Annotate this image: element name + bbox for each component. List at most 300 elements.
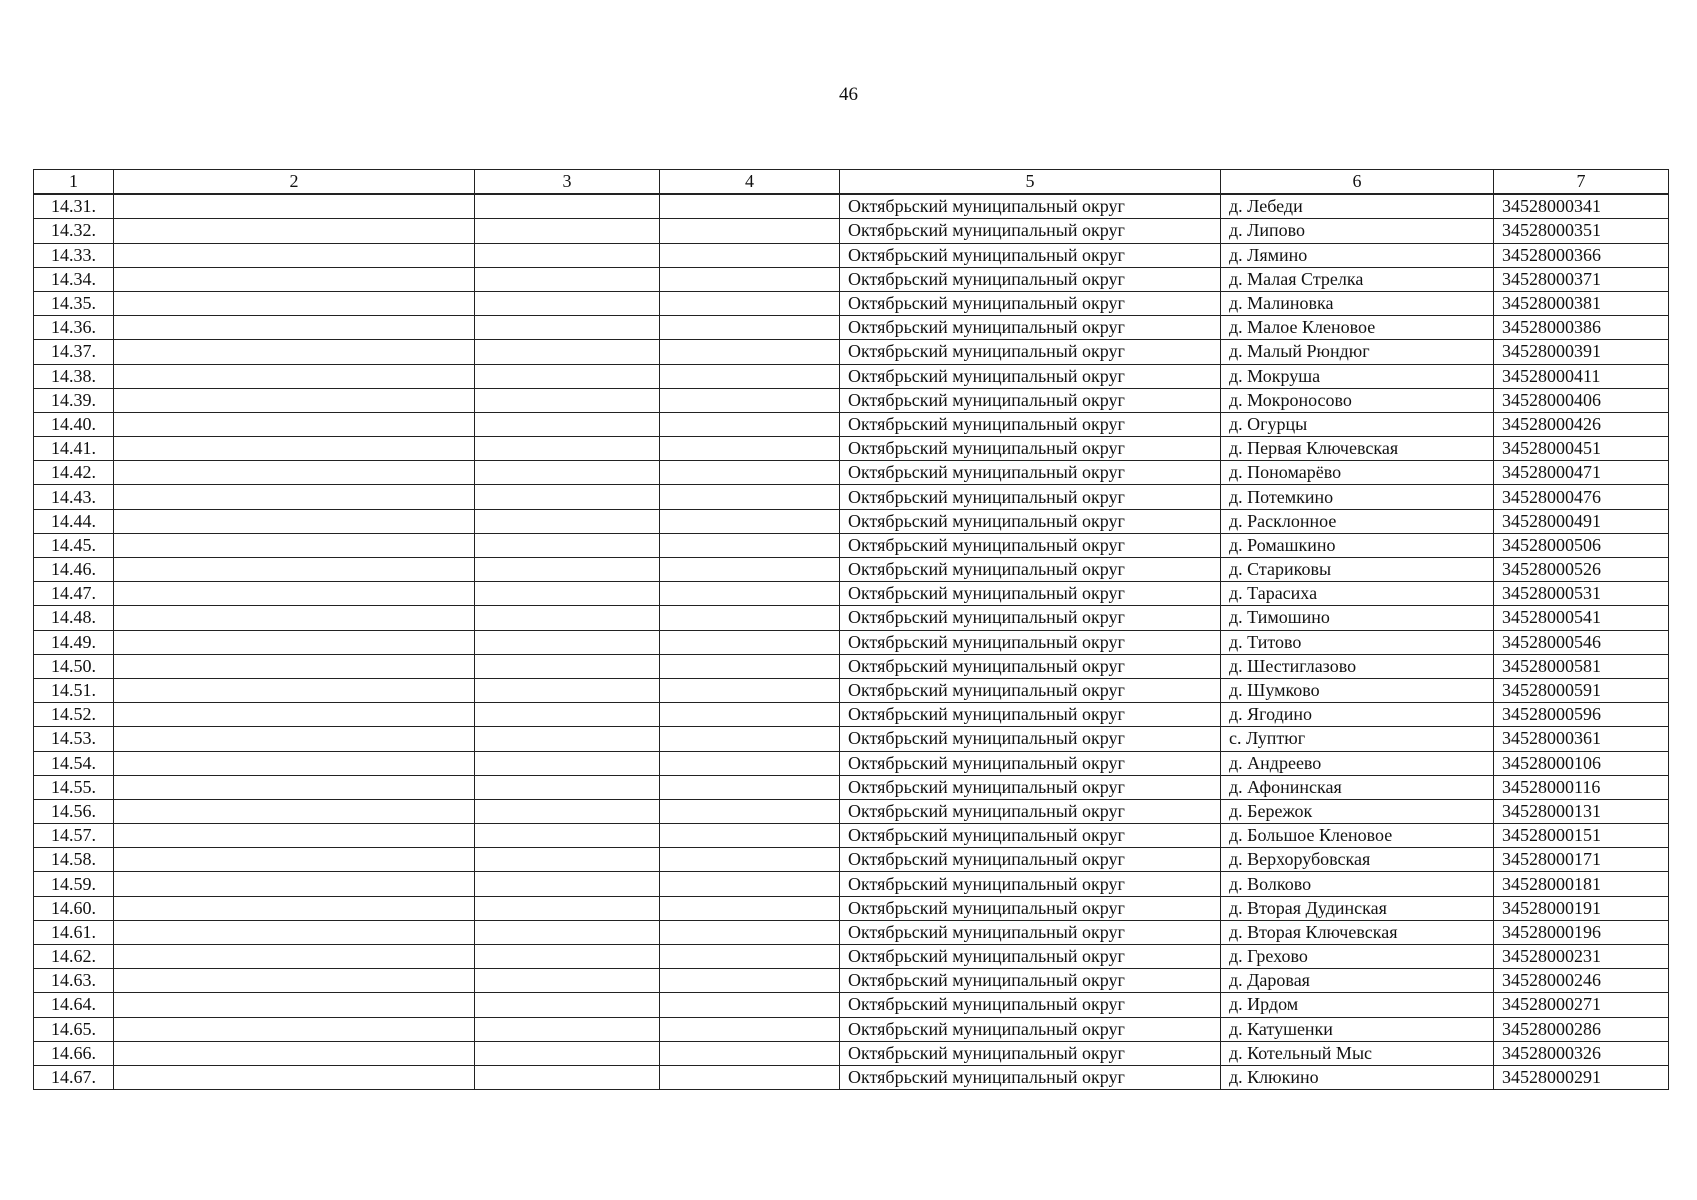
table-row	[34, 606, 1669, 630]
row-number-cell: 14.33.	[34, 243, 114, 267]
settlement-name-cell: д. Грехово	[1221, 945, 1494, 969]
table-row	[34, 678, 1669, 702]
row-number-cell: 14.56.	[34, 799, 114, 823]
column-4-cell	[660, 461, 840, 485]
municipality-cell: Октябрьский муниципальный округ	[840, 437, 1221, 461]
row-number-cell: 14.35.	[34, 291, 114, 315]
table-row	[34, 896, 1669, 920]
table-row	[34, 969, 1669, 993]
column-3-cell	[475, 630, 660, 654]
column-4-cell	[660, 606, 840, 630]
settlement-name-cell: д. Шестиглазово	[1221, 654, 1494, 678]
column-3-cell	[475, 872, 660, 896]
oktmo-code-cell: 34528000591	[1494, 678, 1669, 702]
column-4-cell	[660, 799, 840, 823]
oktmo-code-cell: 34528000341	[1494, 194, 1669, 219]
municipality-cell: Октябрьский муниципальный округ	[840, 1041, 1221, 1065]
municipality-cell: Октябрьский муниципальный округ	[840, 219, 1221, 243]
column-2-cell	[114, 582, 475, 606]
oktmo-code-cell: 34528000406	[1494, 388, 1669, 412]
municipality-cell: Октябрьский муниципальный округ	[840, 388, 1221, 412]
oktmo-code-cell: 34528000476	[1494, 485, 1669, 509]
column-4-cell	[660, 316, 840, 340]
column-2-cell	[114, 558, 475, 582]
row-number-cell: 14.37.	[34, 340, 114, 364]
settlement-name-cell: д. Бережок	[1221, 799, 1494, 823]
municipality-cell: Октябрьский муниципальный округ	[840, 291, 1221, 315]
column-header-2: 2	[114, 170, 475, 195]
oktmo-code-cell: 34528000411	[1494, 364, 1669, 388]
column-3-cell	[475, 412, 660, 436]
settlement-name-cell: д. Волково	[1221, 872, 1494, 896]
column-3-cell	[475, 727, 660, 751]
oktmo-code-cell: 34528000526	[1494, 558, 1669, 582]
municipality-cell: Октябрьский муниципальный округ	[840, 969, 1221, 993]
page-number: 46	[839, 84, 858, 105]
column-2-cell	[114, 1065, 475, 1089]
municipality-cell: Октябрьский муниципальный округ	[840, 751, 1221, 775]
row-number-cell: 14.60.	[34, 896, 114, 920]
row-number-cell: 14.50.	[34, 654, 114, 678]
column-2-cell	[114, 533, 475, 557]
column-3-cell	[475, 920, 660, 944]
settlement-name-cell: д. Катушенки	[1221, 1017, 1494, 1041]
oktmo-code-cell: 34528000151	[1494, 824, 1669, 848]
column-3-cell	[475, 945, 660, 969]
settlement-name-cell: д. Ягодино	[1221, 703, 1494, 727]
table-row	[34, 485, 1669, 509]
row-number-cell: 14.46.	[34, 558, 114, 582]
column-4-cell	[660, 969, 840, 993]
row-number-cell: 14.59.	[34, 872, 114, 896]
table-row	[34, 437, 1669, 461]
column-4-cell	[660, 558, 840, 582]
table-row	[34, 533, 1669, 557]
column-4-cell	[660, 751, 840, 775]
settlement-name-cell: д. Ирдом	[1221, 993, 1494, 1017]
column-4-cell	[660, 654, 840, 678]
municipality-cell: Октябрьский муниципальный округ	[840, 896, 1221, 920]
settlement-name-cell: д. Вторая Ключевская	[1221, 920, 1494, 944]
table-row	[34, 219, 1669, 243]
column-3-cell	[475, 824, 660, 848]
column-2-cell	[114, 920, 475, 944]
oktmo-code-cell: 34528000351	[1494, 219, 1669, 243]
column-4-cell	[660, 775, 840, 799]
column-2-cell	[114, 461, 475, 485]
municipality-cell: Октябрьский муниципальный округ	[840, 316, 1221, 340]
column-3-cell	[475, 775, 660, 799]
column-header-4: 4	[660, 170, 840, 195]
column-header-7: 7	[1494, 170, 1669, 195]
column-3-cell	[475, 194, 660, 219]
table-row	[34, 582, 1669, 606]
oktmo-code-cell: 34528000326	[1494, 1041, 1669, 1065]
row-number-cell: 14.40.	[34, 412, 114, 436]
column-3-cell	[475, 461, 660, 485]
municipality-cell: Октябрьский муниципальный округ	[840, 461, 1221, 485]
municipality-cell: Октябрьский муниципальный округ	[840, 509, 1221, 533]
row-number-cell: 14.55.	[34, 775, 114, 799]
municipality-cell: Октябрьский муниципальный округ	[840, 872, 1221, 896]
oktmo-code-cell: 34528000471	[1494, 461, 1669, 485]
table-row	[34, 872, 1669, 896]
column-3-cell	[475, 340, 660, 364]
table-row	[34, 703, 1669, 727]
column-2-cell	[114, 291, 475, 315]
column-2-cell	[114, 388, 475, 412]
column-3-cell	[475, 291, 660, 315]
oktmo-code-cell: 34528000291	[1494, 1065, 1669, 1089]
row-number-cell: 14.41.	[34, 437, 114, 461]
oktmo-code-cell: 34528000106	[1494, 751, 1669, 775]
row-number-cell: 14.47.	[34, 582, 114, 606]
settlement-name-cell: д. Потемкино	[1221, 485, 1494, 509]
column-3-cell	[475, 509, 660, 533]
column-2-cell	[114, 316, 475, 340]
oktmo-code-cell: 34528000451	[1494, 437, 1669, 461]
oktmo-code-cell: 34528000371	[1494, 267, 1669, 291]
table-row	[34, 1065, 1669, 1089]
column-3-cell	[475, 558, 660, 582]
column-4-cell	[660, 896, 840, 920]
row-number-cell: 14.52.	[34, 703, 114, 727]
municipality-cell: Октябрьский муниципальный округ	[840, 824, 1221, 848]
column-2-cell	[114, 630, 475, 654]
column-4-cell	[660, 194, 840, 219]
settlement-name-cell: д. Лямино	[1221, 243, 1494, 267]
municipality-cell: Октябрьский муниципальный округ	[840, 799, 1221, 823]
table-row	[34, 388, 1669, 412]
municipality-cell: Октябрьский муниципальный округ	[840, 364, 1221, 388]
settlement-name-cell: д. Даровая	[1221, 969, 1494, 993]
column-3-cell	[475, 751, 660, 775]
column-4-cell	[660, 412, 840, 436]
column-2-cell	[114, 872, 475, 896]
settlement-name-cell: д. Расклонное	[1221, 509, 1494, 533]
oktmo-code-cell: 34528000196	[1494, 920, 1669, 944]
column-3-cell	[475, 533, 660, 557]
table-row	[34, 194, 1669, 219]
column-2-cell	[114, 364, 475, 388]
table-row	[34, 316, 1669, 340]
settlement-name-cell: д. Огурцы	[1221, 412, 1494, 436]
column-2-cell	[114, 703, 475, 727]
settlement-name-cell: д. Верхорубовская	[1221, 848, 1494, 872]
column-4-cell	[660, 340, 840, 364]
column-2-cell	[114, 1041, 475, 1065]
settlement-name-cell: д. Шумково	[1221, 678, 1494, 702]
column-4-cell	[660, 582, 840, 606]
oktmo-code-cell: 34528000286	[1494, 1017, 1669, 1041]
column-4-cell	[660, 824, 840, 848]
table-row	[34, 412, 1669, 436]
oktmo-code-cell: 34528000191	[1494, 896, 1669, 920]
column-3-cell	[475, 316, 660, 340]
column-3-cell	[475, 993, 660, 1017]
column-2-cell	[114, 1017, 475, 1041]
oktmo-code-cell: 34528000116	[1494, 775, 1669, 799]
table-body	[34, 194, 1669, 1089]
column-3-cell	[475, 1065, 660, 1089]
settlement-name-cell: д. Малый Рюндюг	[1221, 340, 1494, 364]
row-number-cell: 14.62.	[34, 945, 114, 969]
settlement-name-cell: д. Мокруша	[1221, 364, 1494, 388]
row-number-cell: 14.63.	[34, 969, 114, 993]
row-number-cell: 14.49.	[34, 630, 114, 654]
table-row	[34, 848, 1669, 872]
column-2-cell	[114, 824, 475, 848]
settlement-name-cell: д. Лебеди	[1221, 194, 1494, 219]
settlement-name-cell: д. Титово	[1221, 630, 1494, 654]
settlement-name-cell: д. Первая Ключевская	[1221, 437, 1494, 461]
table-row	[34, 461, 1669, 485]
table-row	[34, 824, 1669, 848]
settlement-name-cell: д. Ромашкино	[1221, 533, 1494, 557]
oktmo-code-cell: 34528000491	[1494, 509, 1669, 533]
table-row	[34, 558, 1669, 582]
column-number-header-row	[34, 170, 1669, 195]
settlement-name-cell: д. Стариковы	[1221, 558, 1494, 582]
table-row	[34, 993, 1669, 1017]
table-row	[34, 340, 1669, 364]
row-number-cell: 14.58.	[34, 848, 114, 872]
row-number-cell: 14.45.	[34, 533, 114, 557]
settlement-name-cell: д. Малое Кленовое	[1221, 316, 1494, 340]
row-number-cell: 14.51.	[34, 678, 114, 702]
column-4-cell	[660, 1041, 840, 1065]
table-row	[34, 751, 1669, 775]
column-2-cell	[114, 945, 475, 969]
column-4-cell	[660, 920, 840, 944]
municipality-cell: Октябрьский муниципальный округ	[840, 267, 1221, 291]
table-row	[34, 509, 1669, 533]
municipality-cell: Октябрьский муниципальный округ	[840, 727, 1221, 751]
column-3-cell	[475, 364, 660, 388]
row-number-cell: 14.34.	[34, 267, 114, 291]
column-3-cell	[475, 678, 660, 702]
column-4-cell	[660, 267, 840, 291]
column-2-cell	[114, 799, 475, 823]
column-3-cell	[475, 1017, 660, 1041]
municipality-cell: Октябрьский муниципальный округ	[840, 945, 1221, 969]
oktmo-code-cell: 34528000171	[1494, 848, 1669, 872]
municipality-cell: Октябрьский муниципальный округ	[840, 848, 1221, 872]
column-4-cell	[660, 872, 840, 896]
settlement-name-cell: д. Малиновка	[1221, 291, 1494, 315]
oktmo-code-cell: 34528000506	[1494, 533, 1669, 557]
oktmo-code-cell: 34528000541	[1494, 606, 1669, 630]
column-4-cell	[660, 630, 840, 654]
column-2-cell	[114, 969, 475, 993]
column-4-cell	[660, 703, 840, 727]
column-4-cell	[660, 291, 840, 315]
municipality-cell: Октябрьский муниципальный округ	[840, 485, 1221, 509]
municipality-cell: Октябрьский муниципальный округ	[840, 558, 1221, 582]
row-number-cell: 14.53.	[34, 727, 114, 751]
oktmo-code-cell: 34528000531	[1494, 582, 1669, 606]
settlement-name-cell: д. Тимошино	[1221, 606, 1494, 630]
municipality-cell: Октябрьский муниципальный округ	[840, 582, 1221, 606]
oktmo-code-cell: 34528000426	[1494, 412, 1669, 436]
column-2-cell	[114, 848, 475, 872]
settlement-name-cell: д. Липово	[1221, 219, 1494, 243]
row-number-cell: 14.38.	[34, 364, 114, 388]
column-2-cell	[114, 654, 475, 678]
column-2-cell	[114, 751, 475, 775]
table-row	[34, 243, 1669, 267]
table-row	[34, 364, 1669, 388]
column-2-cell	[114, 194, 475, 219]
column-4-cell	[660, 243, 840, 267]
municipality-cell: Октябрьский муниципальный округ	[840, 1017, 1221, 1041]
settlement-name-cell: д. Пономарёво	[1221, 461, 1494, 485]
municipality-cell: Октябрьский муниципальный округ	[840, 630, 1221, 654]
municipality-cell: Октябрьский муниципальный округ	[840, 678, 1221, 702]
row-number-cell: 14.43.	[34, 485, 114, 509]
municipality-cell: Октябрьский муниципальный округ	[840, 412, 1221, 436]
column-2-cell	[114, 606, 475, 630]
column-4-cell	[660, 1017, 840, 1041]
table-row	[34, 775, 1669, 799]
table-row	[34, 291, 1669, 315]
column-4-cell	[660, 388, 840, 412]
table-row	[34, 1017, 1669, 1041]
column-3-cell	[475, 437, 660, 461]
municipality-cell: Октябрьский муниципальный округ	[840, 194, 1221, 219]
settlement-name-cell: д. Тарасиха	[1221, 582, 1494, 606]
row-number-cell: 14.42.	[34, 461, 114, 485]
table-row	[34, 945, 1669, 969]
row-number-cell: 14.64.	[34, 993, 114, 1017]
column-4-cell	[660, 364, 840, 388]
column-2-cell	[114, 993, 475, 1017]
column-2-cell	[114, 775, 475, 799]
column-3-cell	[475, 388, 660, 412]
column-4-cell	[660, 509, 840, 533]
municipality-cell: Октябрьский муниципальный округ	[840, 993, 1221, 1017]
municipality-cell: Октябрьский муниципальный округ	[840, 606, 1221, 630]
oktmo-code-cell: 34528000246	[1494, 969, 1669, 993]
column-3-cell	[475, 848, 660, 872]
settlement-name-cell: д. Мокроносово	[1221, 388, 1494, 412]
column-4-cell	[660, 219, 840, 243]
column-2-cell	[114, 437, 475, 461]
column-header-3: 3	[475, 170, 660, 195]
oktmo-code-cell: 34528000131	[1494, 799, 1669, 823]
column-2-cell	[114, 896, 475, 920]
row-number-cell: 14.57.	[34, 824, 114, 848]
municipality-cell: Октябрьский муниципальный округ	[840, 1065, 1221, 1089]
oktmo-code-cell: 34528000546	[1494, 630, 1669, 654]
settlement-name-cell: д. Афонинская	[1221, 775, 1494, 799]
column-4-cell	[660, 727, 840, 751]
table-row	[34, 654, 1669, 678]
column-header-1: 1	[34, 170, 114, 195]
oktmo-code-cell: 34528000391	[1494, 340, 1669, 364]
column-3-cell	[475, 799, 660, 823]
column-3-cell	[475, 267, 660, 291]
oktmo-code-cell: 34528000581	[1494, 654, 1669, 678]
column-4-cell	[660, 533, 840, 557]
oktmo-code-cell: 34528000271	[1494, 993, 1669, 1017]
row-number-cell: 14.66.	[34, 1041, 114, 1065]
column-3-cell	[475, 485, 660, 509]
table-row	[34, 920, 1669, 944]
row-number-cell: 14.44.	[34, 509, 114, 533]
municipality-cell: Октябрьский муниципальный округ	[840, 775, 1221, 799]
oktmo-code-cell: 34528000366	[1494, 243, 1669, 267]
municipality-cell: Октябрьский муниципальный округ	[840, 243, 1221, 267]
settlement-name-cell: с. Луптюг	[1221, 727, 1494, 751]
municipality-cell: Октябрьский муниципальный округ	[840, 340, 1221, 364]
oktmo-code-cell: 34528000381	[1494, 291, 1669, 315]
municipality-cell: Октябрьский муниципальный округ	[840, 703, 1221, 727]
column-header-6: 6	[1221, 170, 1494, 195]
row-number-cell: 14.61.	[34, 920, 114, 944]
oktmo-code-cell: 34528000231	[1494, 945, 1669, 969]
column-3-cell	[475, 703, 660, 727]
column-2-cell	[114, 412, 475, 436]
row-number-cell: 14.65.	[34, 1017, 114, 1041]
column-4-cell	[660, 1065, 840, 1089]
column-4-cell	[660, 678, 840, 702]
column-4-cell	[660, 848, 840, 872]
settlement-name-cell: д. Андреево	[1221, 751, 1494, 775]
row-number-cell: 14.36.	[34, 316, 114, 340]
column-3-cell	[475, 654, 660, 678]
column-2-cell	[114, 485, 475, 509]
table-row	[34, 267, 1669, 291]
column-3-cell	[475, 582, 660, 606]
row-number-cell: 14.67.	[34, 1065, 114, 1089]
column-3-cell	[475, 896, 660, 920]
oktmo-code-cell: 34528000361	[1494, 727, 1669, 751]
column-2-cell	[114, 678, 475, 702]
settlements-table	[33, 169, 1669, 1090]
column-2-cell	[114, 509, 475, 533]
column-3-cell	[475, 969, 660, 993]
settlement-name-cell: д. Клюкино	[1221, 1065, 1494, 1089]
row-number-cell: 14.32.	[34, 219, 114, 243]
table-row	[34, 727, 1669, 751]
settlement-name-cell: д. Большое Кленовое	[1221, 824, 1494, 848]
municipality-cell: Октябрьский муниципальный округ	[840, 920, 1221, 944]
column-2-cell	[114, 219, 475, 243]
settlement-name-cell: д. Котельный Мыс	[1221, 1041, 1494, 1065]
row-number-cell: 14.39.	[34, 388, 114, 412]
table-row	[34, 1041, 1669, 1065]
row-number-cell: 14.31.	[34, 194, 114, 219]
row-number-cell: 14.54.	[34, 751, 114, 775]
column-2-cell	[114, 267, 475, 291]
municipality-cell: Октябрьский муниципальный округ	[840, 654, 1221, 678]
table-row	[34, 799, 1669, 823]
column-3-cell	[475, 1041, 660, 1065]
oktmo-code-cell: 34528000596	[1494, 703, 1669, 727]
column-4-cell	[660, 945, 840, 969]
column-3-cell	[475, 243, 660, 267]
column-2-cell	[114, 727, 475, 751]
municipality-cell: Октябрьский муниципальный округ	[840, 533, 1221, 557]
column-4-cell	[660, 485, 840, 509]
oktmo-code-cell: 34528000386	[1494, 316, 1669, 340]
column-3-cell	[475, 219, 660, 243]
oktmo-code-cell: 34528000181	[1494, 872, 1669, 896]
column-header-5: 5	[840, 170, 1221, 195]
settlement-name-cell: д. Вторая Дудинская	[1221, 896, 1494, 920]
settlement-name-cell: д. Малая Стрелка	[1221, 267, 1494, 291]
